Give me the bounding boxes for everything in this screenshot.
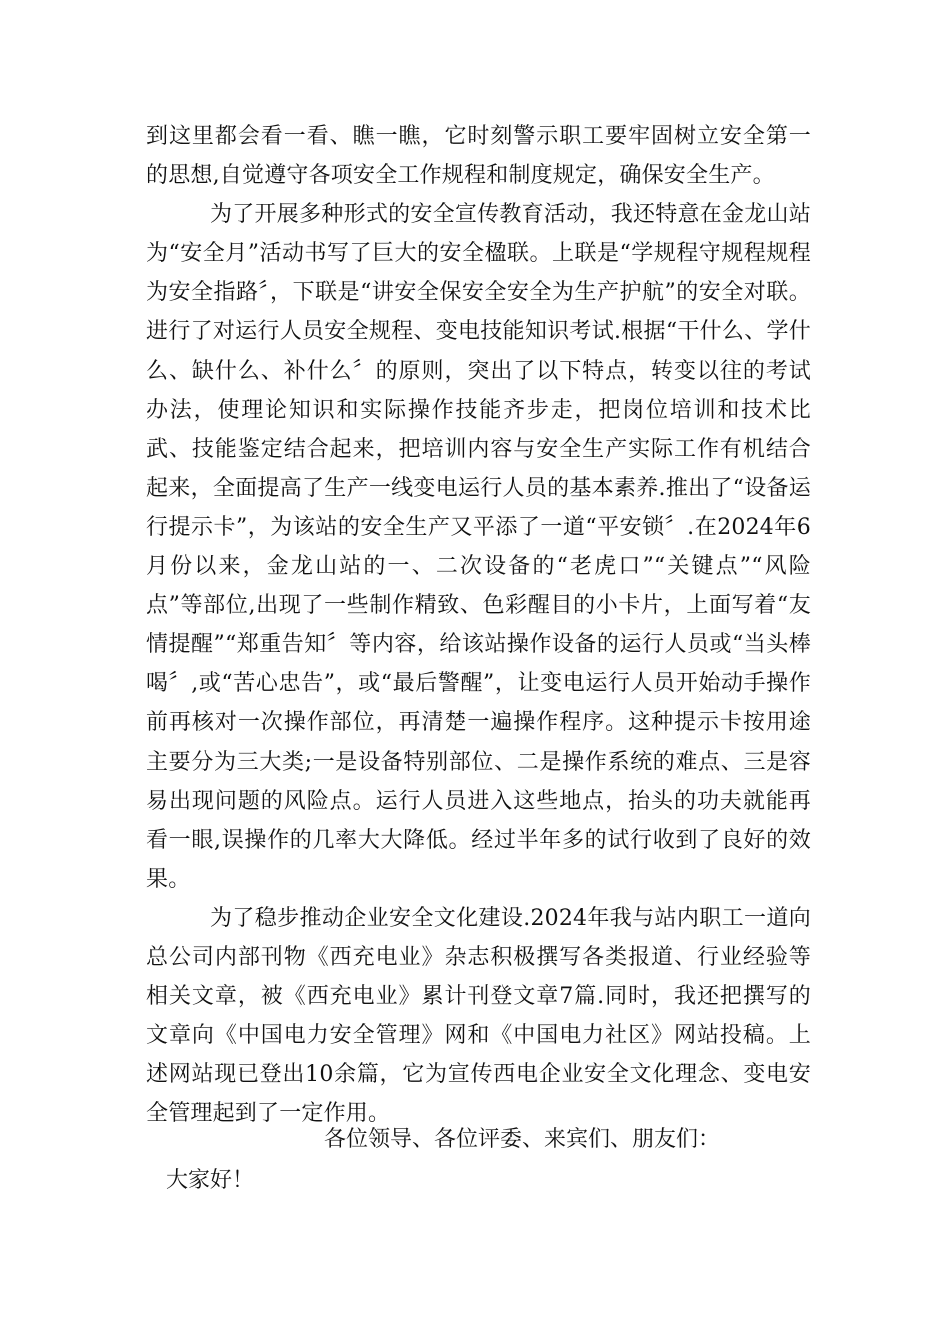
paragraph-2: 为了开展多种形式的安全宣传教育活动，我还特意在金龙山站为“安全月”活动书写了巨大的安全楹联。上联是“学规程守规程规程为安全指路〞，下联是“讲安全保安全安全为生产护航”的安全对联。 进行了对运行人员安全规程、变电技能知识考试.根据“干什么、学什么、缺什么、补什么〞的原则，突出了以下特点，转变以往的考试办法，使理论知识和实际操作技能齐步走，把岗位培训和技术比武、技能鉴定结合起来，把培训内容与安全生产实际工作有机结合起来，全面提高了生产一线变电运行人员的基本素养.推出了“设备运行提示卡”，为该站的安全生产又平添了一道“平安锁〞.在2024年6月份以来，金龙山站的一、二次设备的“老虎口”“关键点”“风险点”等部位,出现了一些制作精致、色彩醒目的小卡片，上面写着“友情提醒”“郑重告知〞等内容，给该站操作设备的运行人员或“当头棒喝〞,或“苦心忠告”，或“最后警醒”，让变电运行人员开始动手操作前再核对一次操作部位，再清楚一遍操作程序。这种提示卡按用途主要分为三大类;一是设备特别部位、二是操作系统的难点、三是容易出现问题的风险点。运行人员进入这些地点，抬头的功夫就能再看一眼,误操作的几率大大降低。经过半年多的试行收到了良好的效果。: [146, 202, 811, 892]
salutation-line: 各位领导、各位评委、来宾们、朋友们：: [324, 1127, 721, 1152]
document-body: [146, 117, 811, 1133]
paragraph-3: 为了稳步推动企业安全文化建设.2024年我与站内职工一道向总公司内部刊物《西充电业》杂志积极撰写各类报道、行业经验等相关文章，被《西充电业》累计刊登文章7篇.同时，我还把撰写的文章向《中国电力安全管理》网和《中国电力社区》网站投稿。上述网站现已登出10余篇，它为宣传西电企业安全文化理念、变电安全管理起到了一定作用。: [146, 905, 811, 1127]
paragraph-1: 到这里都会看一看、瞧一瞧，它时刻警示职工要牢固树立安全第一的思想,自觉遵守各项安全工作规程和制度规定，确保安全生产。: [146, 124, 811, 189]
greeting-line: 大家好！: [166, 1168, 255, 1193]
